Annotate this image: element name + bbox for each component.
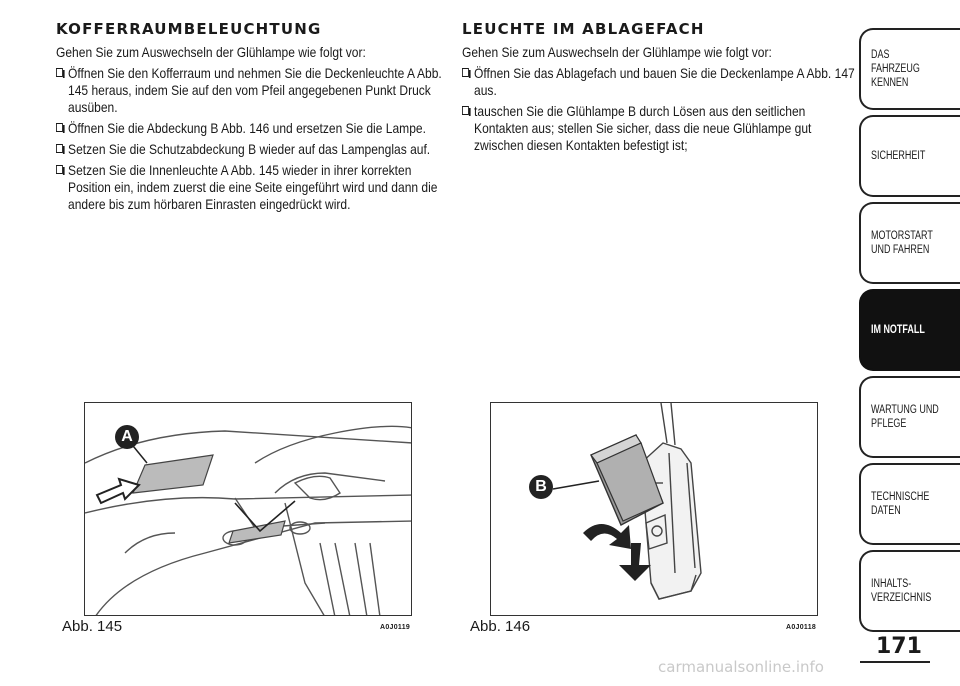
watermark-text: carmanualsonline.info <box>658 658 824 676</box>
down-arrow-icon <box>619 543 651 581</box>
step-list <box>56 65 442 213</box>
list-item: Setzen Sie die Innenleuchte A Abb. 145 wieder in ihrer korrekten Position ein, indem zuerst die eine Seite eingeführt wird und dann die andere bis zum hörbaren Einrasten eingedrückt wird. <box>56 162 447 213</box>
figure-146-illustration <box>490 402 818 616</box>
figure-caption-145: Abb. 145 <box>62 618 123 635</box>
step-list <box>462 65 855 154</box>
label-a-badge: A <box>115 425 139 449</box>
section-title-kofferraum: KOFFERRAUMBELEUCHTUNG <box>56 20 322 38</box>
tab-das-fahrzeug-kennen[interactable]: DAS FAHRZEUG KENNEN <box>859 28 960 110</box>
figure-caption-146: Abb. 146 <box>470 618 531 635</box>
footer-divider <box>860 661 930 663</box>
arrow-icon <box>97 479 139 503</box>
section-title-ablagefach: LEUCHTE IM ABLAGEFACH <box>462 20 705 38</box>
checkbox-bullet-icon <box>56 165 63 174</box>
label-b-badge: B <box>529 475 553 499</box>
tab-motorstart-und-fahren[interactable]: MOTORSTART UND FAHREN <box>859 202 960 284</box>
tab-sicherheit[interactable]: SICHERHEIT <box>859 115 960 197</box>
tab-inhaltsverzeichnis[interactable]: INHALTS-VERZEICHNIS <box>859 550 960 632</box>
checkbox-bullet-icon <box>56 144 63 153</box>
intro-text: Gehen Sie zum Auswechseln der Glühlampe wie folgt vor: <box>462 44 772 60</box>
checkbox-bullet-icon <box>462 68 469 77</box>
figure-code-146: A0J0118 <box>786 624 817 631</box>
tab-technische-daten[interactable]: TECHNISCHE DATEN <box>859 463 960 545</box>
checkbox-bullet-icon <box>56 68 63 77</box>
left-column <box>56 20 442 217</box>
figure-145-illustration <box>84 402 412 616</box>
rotate-arrow-icon <box>583 524 631 549</box>
list-item: Öffnen Sie das Ablagefach und bauen Sie die Deckenlampe A Abb. 147 aus. <box>462 65 858 99</box>
checkbox-bullet-icon <box>56 123 63 132</box>
right-column <box>462 20 855 158</box>
checkbox-bullet-icon <box>462 106 469 115</box>
tab-wartung-und-pflege[interactable]: WARTUNG UND PFLEGE <box>859 376 960 458</box>
list-item: Öffnen Sie den Kofferraum und nehmen Sie die Deckenleuchte A Abb. 145 heraus, indem Sie auf den vom Pfeil angegebenen Punkt Druck ausüben. <box>56 65 447 116</box>
lamp-cover-drawing <box>491 403 818 616</box>
list-item: Setzen Sie die Schutzabdeckung B wieder auf das Lampenglas auf. <box>56 141 447 158</box>
tab-im-notfall[interactable]: IM NOTFALL <box>859 289 960 371</box>
figure-code-145: A0J0119 <box>380 624 411 631</box>
intro-text: Gehen Sie zum Auswechseln der Glühlampe wie folgt vor: <box>56 44 366 60</box>
list-item: tauschen Sie die Glühlampe B durch Lösen aus den seitlichen Kontakten aus; stellen Sie sicher, dass die neue Glühlampe gut zwischen diesen Kontakten befestigt ist; <box>462 103 858 154</box>
list-item: Öffnen Sie die Abdeckung B Abb. 146 und ersetzen Sie die Lampe. <box>56 120 447 137</box>
page-number: 171 <box>876 634 922 659</box>
